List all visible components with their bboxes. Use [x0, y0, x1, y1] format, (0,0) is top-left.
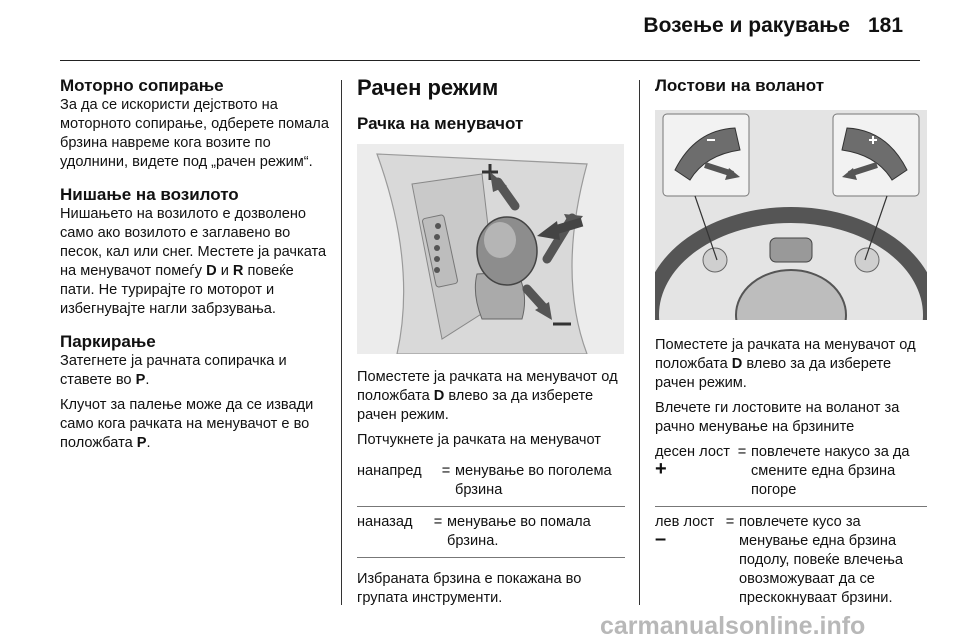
page-number: 181	[868, 14, 904, 37]
definition-separator	[357, 506, 625, 507]
heading-rocking: Нишање на возилото	[60, 185, 239, 204]
gear-r-label: R	[232, 263, 244, 279]
definition-equals: =	[433, 514, 443, 530]
gear-p-label: P	[135, 372, 146, 388]
parking-text-a: Затегнете ја рачната сопирачка и ставете во	[60, 353, 287, 388]
steering-wheel-drawing	[655, 110, 927, 320]
parking-text-b: Клучот за палење може да се извади само кога рачката на менувачот е во положбата	[60, 397, 314, 451]
definition-row-right-paddle	[655, 443, 927, 500]
paragraph-tap-lever: Потчукнете ја рачката на менувачот	[357, 432, 601, 448]
paragraph-pull-paddles: Влечете ги лостовите на воланот за рачно менување на брзините	[655, 400, 900, 435]
gear-lever-drawing	[357, 144, 624, 354]
definition-description: менување во поголема брзина	[455, 463, 612, 498]
steering-paddles-illustration	[655, 110, 927, 320]
watermark: carmanualsonline.info	[600, 612, 866, 640]
paragraph-parking-1	[60, 352, 330, 390]
gear-d-label-col2: D	[433, 388, 445, 404]
heading-selector-lever: Рачка на менувачот	[357, 114, 524, 133]
definition-separator	[655, 506, 927, 507]
heading-parking: Паркирање	[60, 332, 156, 351]
gear-p-label-2: P	[136, 435, 147, 451]
definition-description: повлечете накусо за да смените една брзина погоре	[751, 444, 910, 498]
paragraph-manual-select	[357, 368, 625, 425]
definition-term: наназад	[357, 514, 413, 530]
rocking-text-and: и	[216, 263, 233, 279]
selector-lever-illustration	[357, 144, 624, 354]
definition-description: повлечете кусо за менување една брзина подолу, повеќе влечења овозможуваат да се прескокнуваат брзини.	[739, 514, 904, 606]
plus-symbol: +	[655, 458, 667, 480]
parking-text-b-end: .	[146, 435, 151, 451]
heading-steering-paddles: Лостови на воланот	[655, 76, 825, 95]
definition-term	[655, 513, 721, 608]
paragraph-manual-select-col3	[655, 336, 927, 393]
column-divider-2	[639, 80, 640, 605]
definition-term-text: десен лост	[655, 444, 730, 460]
definition-separator	[357, 557, 625, 558]
paragraph-parking-2	[60, 396, 330, 453]
definition-term: нанапред	[357, 463, 422, 479]
gear-d-label-col3: D	[731, 356, 743, 372]
parking-text-a-end: .	[145, 372, 150, 388]
page-header-title: Возење и ракување	[643, 14, 850, 37]
manual-select-text-b: влево за да изберете рачен режим.	[357, 388, 594, 423]
paragraph-rocking	[60, 205, 330, 319]
definition-row-forward	[357, 462, 625, 500]
minus-symbol: –	[655, 528, 667, 550]
rocking-text-b: повеќе пати. Не турирајте го моторот и избегнувајте нагли забрзувања.	[60, 263, 294, 317]
definition-row-left-paddle	[655, 513, 927, 608]
definition-equals: =	[737, 444, 747, 460]
definition-equals: =	[725, 514, 735, 530]
definition-row-backward	[357, 513, 625, 551]
header-rule	[60, 60, 920, 61]
definition-equals: =	[441, 463, 451, 479]
definition-description: менување во помала брзина.	[447, 514, 591, 549]
column-middle	[357, 75, 625, 608]
manual-select-text-a: Поместете ја рачката на менувачот од положбата	[357, 369, 618, 404]
heading-manual-mode: Рачен режим	[357, 75, 499, 100]
manual-select-col3-text-a: Поместете ја рачката на менувачот од положбата	[655, 337, 916, 372]
paragraph-engine-braking: За да се искористи дејството на моторното сопирање, одберете помала брзина навреме кога возите по удолнини, видете под „рачен режим“.	[60, 97, 329, 170]
column-left	[60, 75, 330, 453]
gear-d-label: D	[206, 263, 217, 279]
column-right	[655, 75, 927, 608]
definition-term	[655, 443, 733, 500]
heading-engine-braking: Моторно сопирање	[60, 76, 224, 95]
rocking-text-a: Нишањето на возилото е дозволено само ако возилото е заглавено во песок, кал или снег. Местете ја рачката на менувачот помеѓу	[60, 206, 327, 279]
definition-term-text: лев лост	[655, 514, 715, 530]
paragraph-gear-display: Избраната брзина е покажана во групата инструменти.	[357, 571, 582, 606]
manual-select-col3-text-b: влево за да изберете рачен режим.	[655, 356, 892, 391]
column-divider-1	[341, 80, 342, 605]
